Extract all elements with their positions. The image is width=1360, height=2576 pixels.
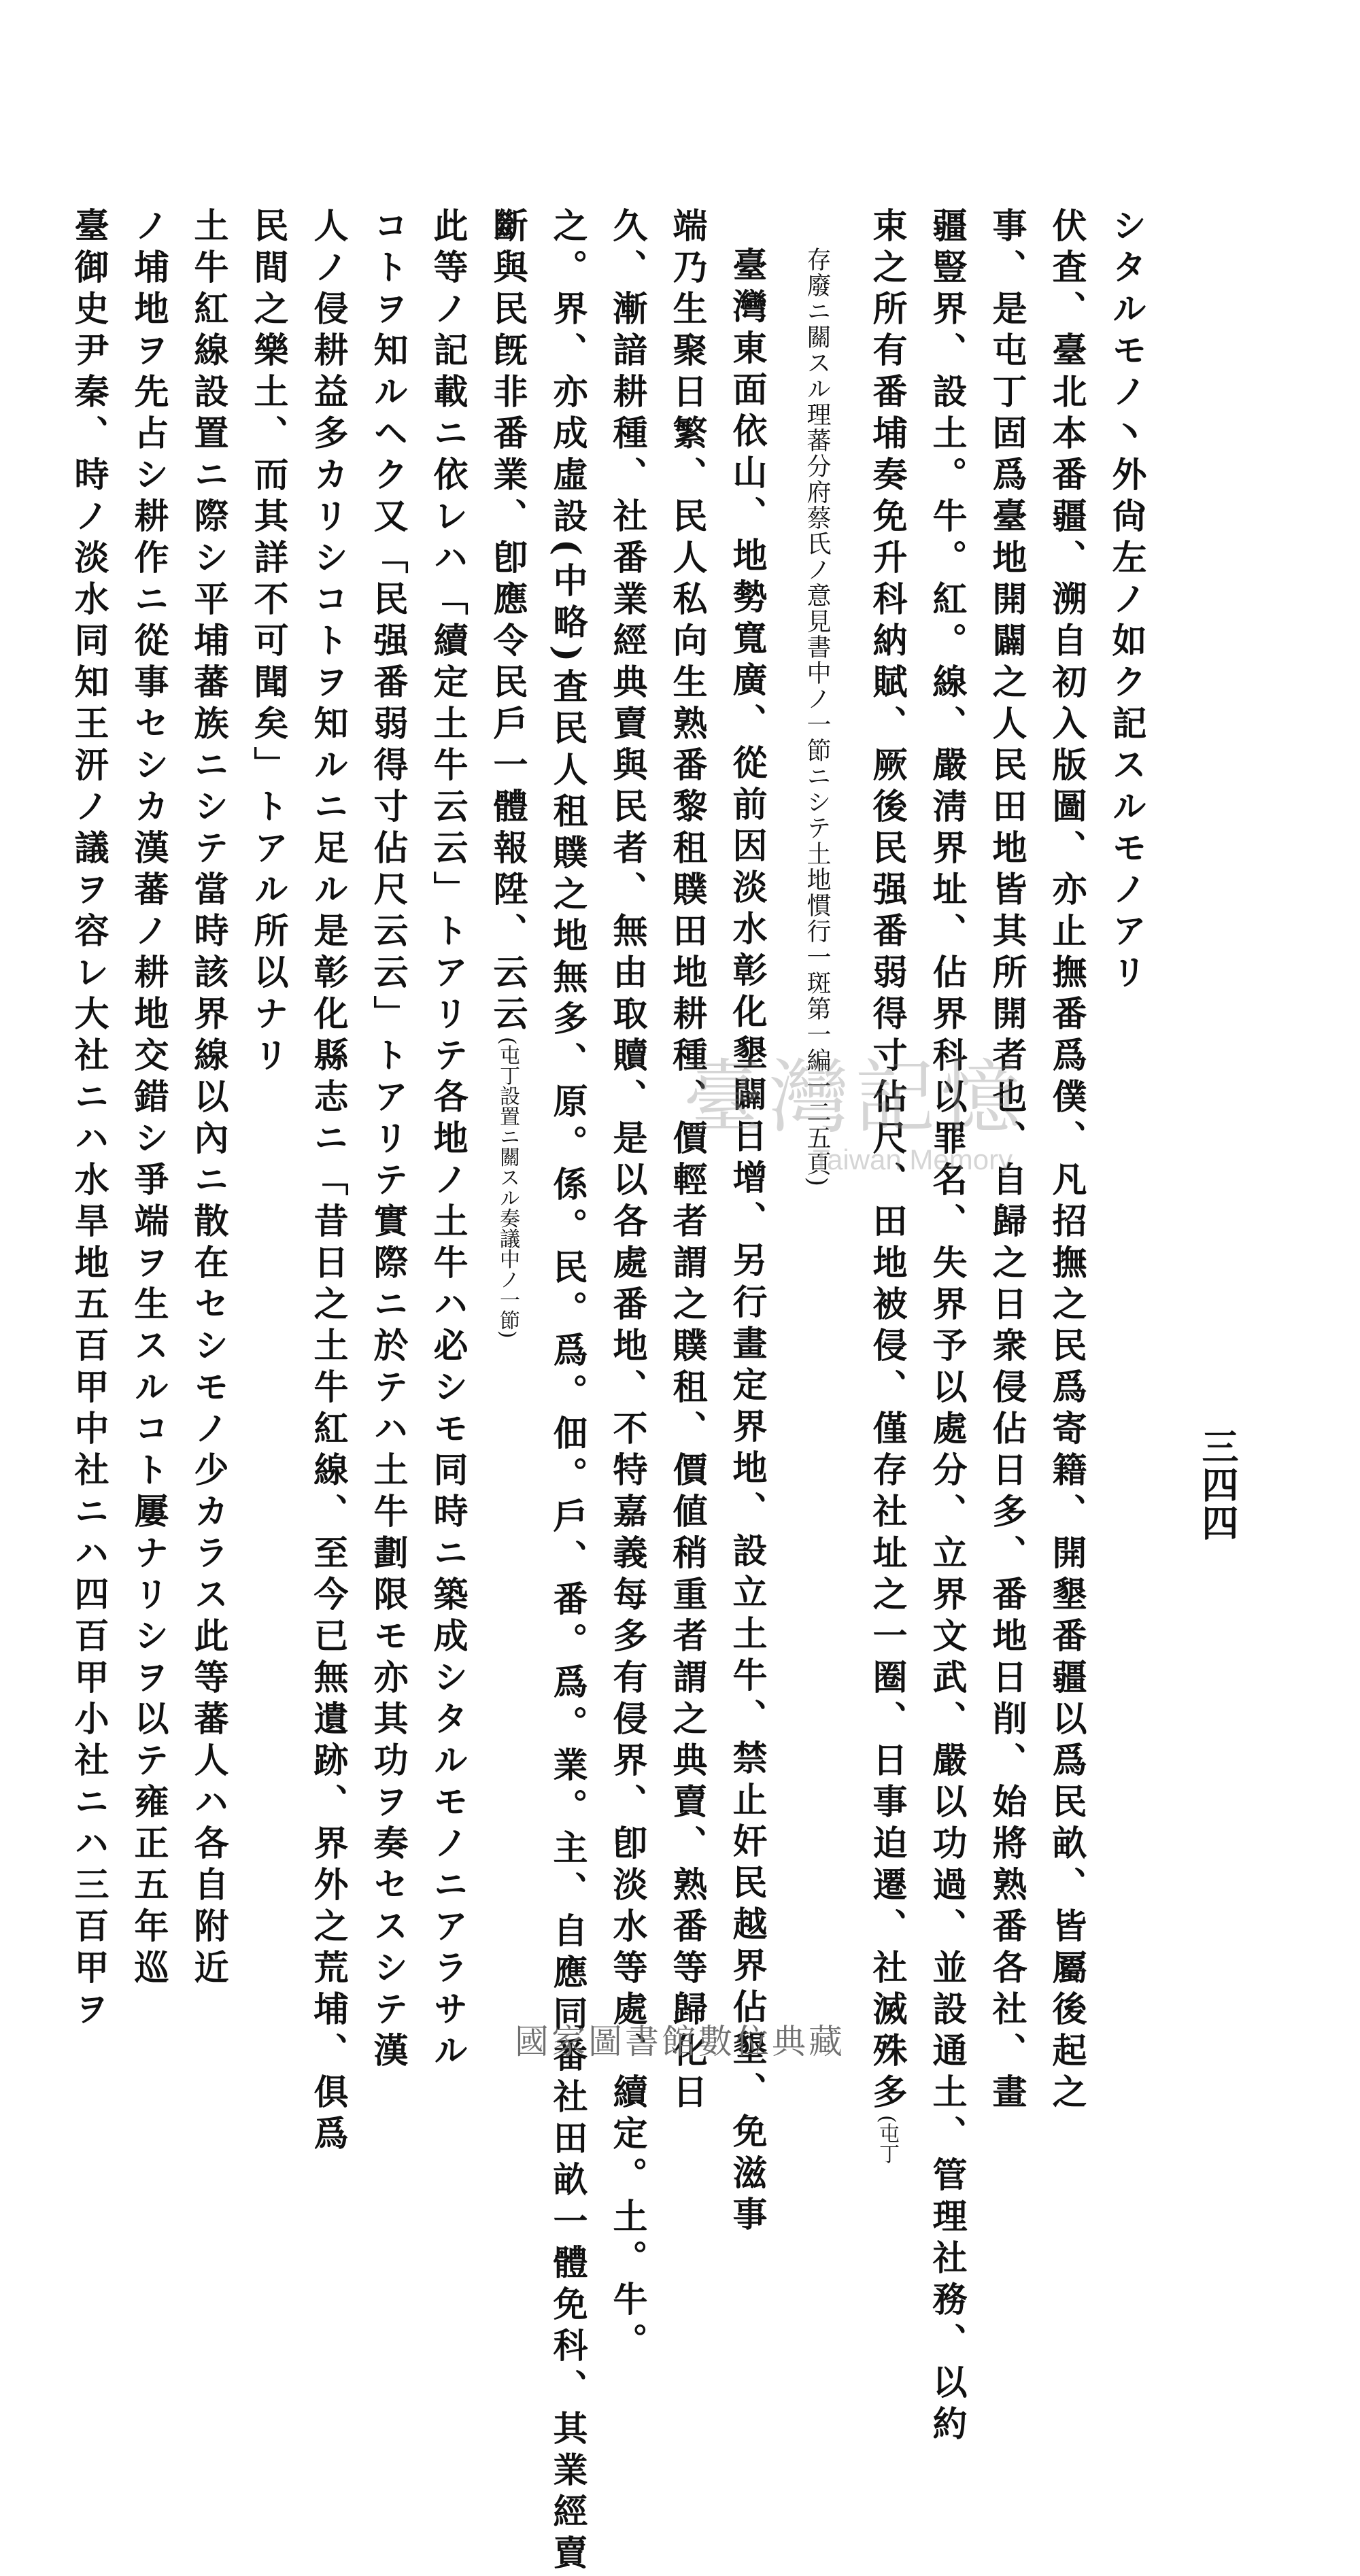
- footer-credit: 國家圖書館數位典藏: [515, 2022, 845, 2061]
- watermark-sub: Taiwan Memory: [813, 1144, 1013, 1175]
- inline-annotation: (屯丁: [875, 2115, 899, 2164]
- text-column: ノ埔地ヲ先占シ耕作ニ從事セシカ漢蕃ノ耕地交錯シ爭端ヲ生スルコト屢ナリシヲ以テ雍正五年巡: [128, 207, 169, 1991]
- text-column: 疆豎界、設土。牛。紅。線、嚴淸界址、佔界科以罪名、失界予以處分、立界文武、嚴以功過、並設通土、管理社務、以約: [926, 207, 967, 2447]
- text-column: 土牛紅線設置ニ際シ平埔蕃族ニシテ當時該界線以內ニ散在セシモノ少カラス此等蕃人ハ各自附近: [188, 207, 228, 1991]
- text-column: 人ノ侵耕益多カリシコトヲ知ルニ足ル是彰化縣志ニ「昔日之土牛紅線、至今已無遺跡、界外之荒埔、俱爲: [307, 207, 348, 2157]
- text-column: 之。界、亦成虛設(中略)査民人租贌之地無多、原。係。民。爲。佃。戶、番。爲。業。主、自應同番社田畝一體免科、其業經賣: [547, 207, 588, 2576]
- text-column-main: 斷與民旣非番業、卽應令民戶一體報陞、云云: [487, 207, 528, 1037]
- text-column-main: 束之所有番埔奏免升科納賦、厥後民强番弱得寸佔尺、田地被侵、僅存社址之一圈、日事迫遷、社滅殊多: [866, 207, 907, 2115]
- text-column: 臺御史尹秦、時ノ淡水同知王汧ノ議ヲ容レ大社ニハ水旱地五百甲中社ニハ四百甲小社ニハ三百甲ヲ: [68, 207, 109, 2032]
- text-column: コトヲ知ルヘク又「民强番弱得寸佔尺云云」トアリテ實際ニ於テハ土牛劃限モ亦其功ヲ奏セスシテ漢: [367, 207, 408, 2074]
- inline-annotation: (屯丁設置ニ關スル奏議中ノ一節): [496, 1037, 520, 1339]
- text-column: [857, 207, 917, 2164]
- page-number: 三四四: [1196, 1428, 1240, 1542]
- text-column: シタルモノ丶外尙左ノ如ク記スルモノアリ: [1106, 207, 1146, 995]
- text-column: 久、漸諳耕種、社番業經典賣與民者、無由取贖、是以各處番地、不特嘉義每多有侵界、卽淡水等處、續定。土。牛。: [607, 207, 647, 2364]
- text-column: [477, 207, 537, 1819]
- text-column: 事、是屯丁固爲臺地開闢之人民田地皆其所開者也、自歸之日衆侵佔日多、番地日削、始將熟番各社、畫: [986, 207, 1027, 2115]
- watermark-main: 臺灣記憶: [683, 1050, 1027, 1144]
- source-annotation: 存廢ニ關スル理蕃分府蔡氏ノ意見書中ノ一節ニシテ土地慣行一斑第一編一二五頁): [803, 247, 831, 1188]
- text-column: 民間之樂土、而其詳不可聞矣」トアル所以ナリ: [248, 207, 288, 1078]
- text-column: 伏査、臺北本番疆、溯自初入版圖、亦止撫番爲僕、凡招撫之民爲寄籍、開墾番疆以爲民畝、皆屬後起之: [1046, 207, 1087, 2115]
- text-column: 端乃生聚日繁、民人私向生熟番黎租贌田地耕種、價輕者謂之贌租、價値稍重者謂之典賣、熟番等歸化日: [666, 207, 707, 2115]
- text-column: 此等ノ記載ニ依レハ「續定土牛云云」トアリテ各地ノ土牛ハ必シモ同時ニ築成シタルモノニアラサル: [427, 207, 468, 2074]
- text-column: 臺灣東面依山、地勢寬廣、從前因淡水彰化墾闢日增、另行畫定界地、設立土牛、禁止奸民越界佔墾、免滋事: [726, 247, 767, 2237]
- taiwan-memory-watermark: [683, 1050, 1119, 1186]
